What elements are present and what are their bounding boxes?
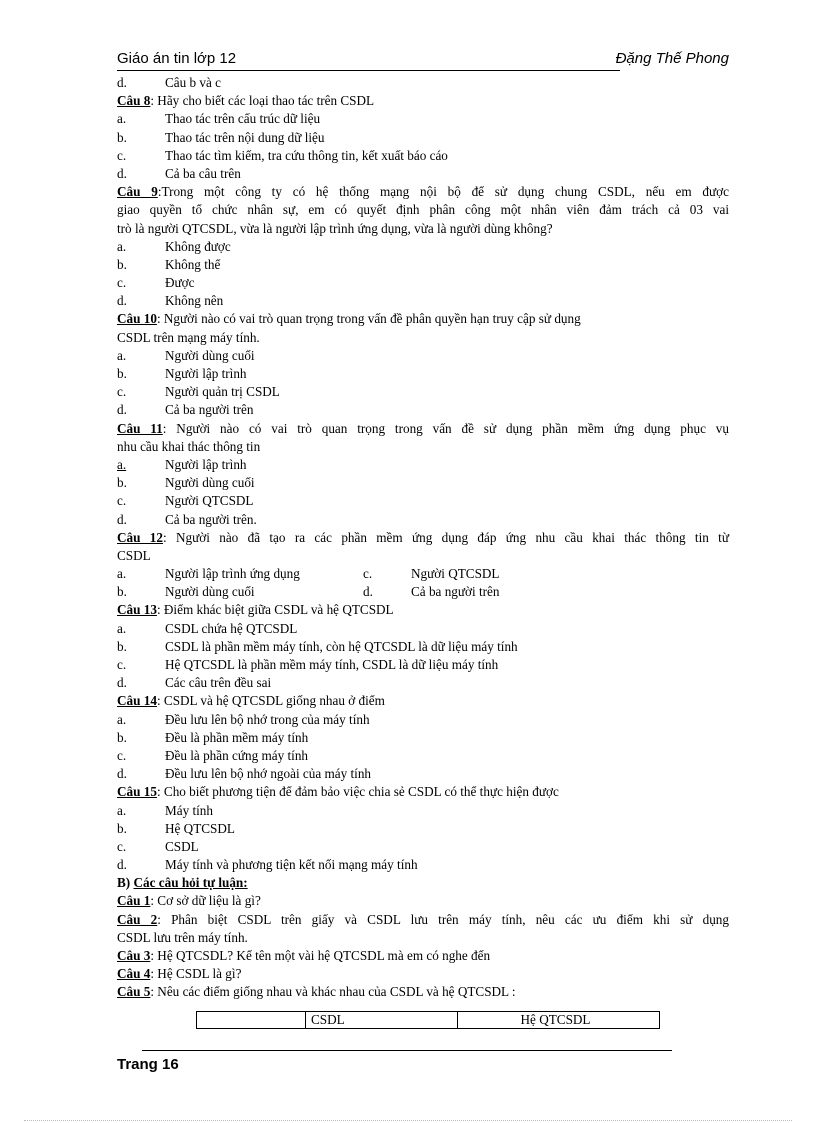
- continuation-line: CSDL lưu trên máy tính.: [117, 929, 248, 945]
- option-letter: b.: [117, 820, 127, 836]
- section-heading: [117, 874, 729, 892]
- question-line: [117, 892, 729, 910]
- question-number: Câu 4: [117, 966, 151, 982]
- option-text: Người QTCSDL: [411, 566, 500, 582]
- question-text: : Cơ sở dữ liệu là gì?: [150, 893, 261, 909]
- header-course-title: Giáo án tin lớp 12: [117, 50, 237, 67]
- answer-option: [117, 765, 729, 783]
- question-text: :Trong một công ty có hệ thống mạng nội bộ để sử dụng chung CSDL, nếu em được: [157, 184, 729, 200]
- option-letter: a.: [117, 620, 127, 636]
- option-letter: c.: [117, 747, 127, 763]
- question-text: : Người nào đã tạo ra các phần mềm ứng dụng đáp ứng nhu cầu khai thác thông tin từ: [162, 529, 729, 545]
- question-line: [117, 965, 729, 983]
- answer-option: [117, 511, 729, 529]
- answer-option: [117, 820, 729, 838]
- answer-option: [117, 583, 729, 601]
- question-number: Câu 3: [117, 948, 151, 963]
- continuation-line: trò là người QTCSDL, vừa là người lập trình ứng dụng, vừa là người dùng không?: [117, 220, 553, 236]
- question-text: : Người nào có vai trò quan trọng trong vấn đề sử dụng phần mềm ứng dụng phục vụ: [162, 420, 729, 436]
- question-line: [117, 529, 729, 547]
- answer-option: [117, 802, 729, 820]
- option-letter: b.: [117, 729, 127, 745]
- answer-option: [117, 165, 729, 183]
- question-line: [117, 420, 729, 438]
- answer-option: [117, 129, 729, 147]
- question-line: [117, 183, 729, 201]
- page-number: Trang 16: [117, 1056, 179, 1073]
- section-title: Các câu hỏi tự luận:: [133, 875, 248, 891]
- option-text: Được: [165, 275, 195, 291]
- question-number: Câu 10: [117, 311, 157, 327]
- answer-option: [117, 474, 729, 492]
- answer-option: [117, 856, 729, 874]
- option-text: Câu b và c: [165, 75, 222, 90]
- question-text: : Điểm khác biệt giữa CSDL và hệ QTCSDL: [156, 602, 394, 618]
- option-text: Cả ba người trên: [165, 402, 254, 418]
- option-letter: c.: [117, 493, 127, 509]
- option-text: Đều là phần cứng máy tính: [165, 747, 309, 763]
- comparison-table: [196, 1011, 660, 1029]
- answer-option: [117, 401, 729, 419]
- option-text: Cả ba câu trên: [165, 165, 241, 181]
- question-line: [117, 92, 729, 110]
- question-text: : Hệ QTCSDL? Kể tên một vài hệ QTCSDL mà em có nghe đến: [150, 948, 491, 963]
- option-letter: a.: [117, 456, 127, 472]
- option-letter: c.: [363, 566, 373, 582]
- answer-option: [117, 74, 729, 92]
- option-text: Người dùng cuối: [165, 347, 255, 363]
- question-number: Câu 13: [117, 602, 157, 618]
- page-header: [117, 50, 729, 72]
- option-letter: d.: [117, 293, 127, 309]
- continuation-line: CSDL: [117, 547, 151, 563]
- footer-rule: [142, 1050, 672, 1051]
- option-text: Máy tính: [165, 802, 213, 818]
- question-number: Câu 12: [117, 529, 163, 545]
- answer-option: [117, 747, 729, 765]
- option-text: CSDL chứa hệ QTCSDL: [165, 620, 298, 636]
- answer-option: [117, 147, 729, 165]
- table-cell-blank: [197, 1012, 306, 1028]
- answer-option: [117, 638, 729, 656]
- option-letter: d.: [117, 675, 127, 691]
- answer-option: [117, 456, 729, 474]
- option-letter: b.: [117, 256, 127, 272]
- answer-option: [117, 110, 729, 128]
- option-text: Máy tính và phương tiện kết nối mạng máy tính: [165, 857, 418, 873]
- answer-option-second-column: [363, 583, 499, 601]
- question-number: Câu 15: [117, 784, 157, 800]
- question-line: [117, 601, 729, 619]
- question-number: Câu 11: [117, 420, 163, 436]
- answer-option: [117, 256, 729, 274]
- answer-option-second-column: [363, 565, 500, 583]
- option-text: Không nên: [165, 293, 224, 309]
- table-header-csdl: CSDL: [305, 1012, 458, 1028]
- answer-option: [117, 656, 729, 674]
- option-letter: d.: [117, 857, 127, 873]
- option-text: Đều là phần mềm máy tính: [165, 729, 309, 745]
- option-letter: d.: [363, 584, 373, 600]
- answer-option: [117, 347, 729, 365]
- document-body: [117, 74, 729, 1002]
- option-text: Người dùng cuối: [165, 584, 255, 600]
- question-line: [117, 911, 729, 929]
- option-letter: d.: [117, 766, 127, 782]
- question-number: Câu 14: [117, 693, 157, 709]
- option-text: Hệ QTCSDL: [165, 820, 235, 836]
- continuation-line: CSDL trên mạng máy tính.: [117, 329, 260, 345]
- answer-option: [117, 711, 729, 729]
- option-letter: c.: [117, 147, 127, 163]
- question-text: : Nêu các điểm giống nhau và khác nhau của CSDL và hệ QTCSDL :: [150, 984, 516, 1000]
- question-line: [117, 310, 729, 328]
- answer-option: [117, 383, 729, 401]
- option-text: Cả ba người trên.: [165, 511, 257, 527]
- option-text: Người quản trị CSDL: [165, 384, 280, 400]
- option-letter: a.: [117, 347, 127, 363]
- question-text: : Người nào có vai trò quan trọng trong vấn đề phân quyền hạn truy cập sử dụng: [156, 311, 581, 327]
- option-text: Hệ QTCSDL là phần mềm máy tính, CSDL là dữ liệu máy tính: [165, 657, 499, 672]
- option-letter: c.: [117, 838, 127, 854]
- option-text: Cả ba người trên: [411, 584, 500, 600]
- answer-option: [117, 274, 729, 292]
- option-text: Người dùng cuối: [165, 475, 255, 491]
- option-text: Người lập trình ứng dụng: [165, 566, 300, 582]
- question-line: [117, 983, 729, 1001]
- option-letter: c.: [117, 275, 127, 291]
- question-number: Câu 5: [117, 984, 151, 1000]
- option-text: CSDL: [165, 838, 199, 854]
- question-number: Câu 9: [117, 184, 158, 200]
- option-text: Thao tác trên nội dung dữ liệu: [165, 129, 325, 145]
- option-text: Đều lưu lên bộ nhớ ngoài của máy tính: [165, 766, 372, 782]
- option-letter: d.: [117, 165, 127, 181]
- option-letter: a.: [117, 566, 127, 582]
- question-text: : CSDL và hệ QTCSDL giống nhau ở điểm: [156, 693, 385, 709]
- answer-option: [117, 565, 729, 583]
- question-number: Câu 2: [117, 911, 158, 927]
- continuation-line: giao quyền tổ chức nhân sự, em có quyết định phân công một nhân viên đảm trách cả 03 vai: [117, 202, 729, 218]
- option-letter: b.: [117, 475, 127, 491]
- question-text: : Cho biết phương tiện để đảm bảo việc chia sẻ CSDL có thể thực hiện được: [156, 784, 559, 800]
- option-text: CSDL là phần mềm máy tính, còn hệ QTCSDL là dữ liệu máy tính: [165, 638, 518, 654]
- option-text: Người lập trình: [165, 456, 247, 472]
- header-rule: [117, 70, 620, 71]
- question-line: [117, 947, 729, 965]
- option-text: Thao tác tìm kiếm, tra cứu thông tin, kết xuất báo cáo: [165, 147, 448, 163]
- header-author: Đặng Thế Phong: [615, 50, 729, 67]
- answer-option: [117, 292, 729, 310]
- option-text: Các câu trên đều sai: [165, 675, 272, 691]
- question-text: : Hệ CSDL là gì?: [150, 966, 242, 982]
- option-text: Thao tác trên cấu trúc dữ liệu: [165, 111, 321, 127]
- answer-option: [117, 674, 729, 692]
- question-number: Câu 8: [117, 93, 151, 109]
- option-letter: c.: [117, 384, 127, 400]
- question-number: Câu 1: [117, 893, 151, 909]
- option-text: Đều lưu lên bộ nhớ trong của máy tính: [165, 711, 370, 727]
- option-letter: d.: [117, 402, 127, 418]
- answer-option: [117, 238, 729, 256]
- answer-option: [117, 492, 729, 510]
- option-letter: b.: [117, 638, 127, 654]
- question-text: : Phân biệt CSDL trên giấy và CSDL lưu trên máy tính, nêu các ưu điểm khi sử dụng: [157, 911, 729, 927]
- answer-option: [117, 365, 729, 383]
- option-letter: b.: [117, 366, 127, 381]
- question-text: : Hãy cho biết các loại thao tác trên CSDL: [150, 93, 375, 109]
- option-text: Người QTCSDL: [165, 493, 254, 509]
- option-letter: b.: [117, 129, 127, 145]
- answer-option: [117, 838, 729, 856]
- continuation-line: nhu cầu khai thác thông tin: [117, 438, 261, 454]
- page-boundary: [24, 1120, 792, 1121]
- option-text: Người lập trình: [165, 366, 247, 381]
- answer-option: [117, 729, 729, 747]
- question-line: [117, 783, 729, 801]
- option-text: Không thể: [165, 256, 221, 272]
- option-letter: a.: [117, 802, 127, 818]
- option-text: Không được: [165, 238, 231, 254]
- option-letter: d.: [117, 75, 127, 90]
- option-letter: d.: [117, 511, 127, 527]
- option-letter: c.: [117, 657, 127, 672]
- option-letter: b.: [117, 584, 127, 600]
- option-letter: a.: [117, 238, 127, 254]
- section-prefix: B): [117, 875, 134, 891]
- answer-option: [117, 620, 729, 638]
- option-letter: a.: [117, 711, 127, 727]
- option-letter: a.: [117, 111, 127, 127]
- table-header-he-qtcsdl: Hệ QTCSDL: [520, 1012, 591, 1027]
- question-line: [117, 692, 729, 710]
